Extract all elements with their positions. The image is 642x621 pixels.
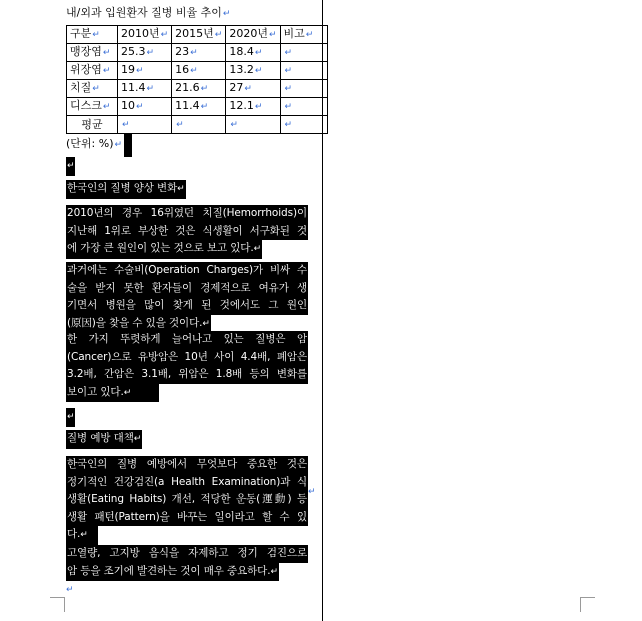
document-title[interactable]: 내/외과 입원환자 질병 비율 추이↵ <box>66 6 231 19</box>
table-cell[interactable]: 구분↵ <box>67 26 118 44</box>
table-cell[interactable]: 평균 <box>67 116 118 134</box>
table-cell[interactable]: 18.4↵ <box>226 44 280 62</box>
table-cell[interactable]: ↵ <box>118 116 172 134</box>
table-cell[interactable]: 치질↵ <box>67 80 118 98</box>
table-cell[interactable]: 12.1↵ <box>226 98 280 116</box>
page-corner-mark-right <box>580 597 595 612</box>
table-row <box>67 62 328 80</box>
table-cell[interactable]: 19↵ <box>118 62 172 80</box>
text-cursor <box>124 133 132 157</box>
paragraph-1[interactable]: 2010년의 경우 16위였던 치질(Hemorrhoids)이 지난해 1위로 부상한 것은 식생활이 서구화된 것 에 가장 큰 원인이 있는 것으로 보고 있다.↵ <box>66 205 306 259</box>
table-cell[interactable]: 비고↵ <box>280 26 327 44</box>
table-cell[interactable]: 맹장염↵ <box>67 44 118 62</box>
table-cell[interactable]: ↵ <box>280 62 327 80</box>
table-cell[interactable]: 2020년↵ <box>226 26 280 44</box>
paragraph-mark: ↵ <box>308 487 316 497</box>
page-corner-mark-left <box>50 597 65 612</box>
table-row <box>67 98 328 116</box>
table-cell[interactable]: ↵ <box>280 44 327 62</box>
table-cell[interactable]: 27↵ <box>226 80 280 98</box>
table-cell[interactable]: 디스크↵ <box>67 98 118 116</box>
table-row-average <box>67 116 328 134</box>
table-cell[interactable]: 2015년↵ <box>172 26 226 44</box>
selected-empty-line[interactable]: ↵ <box>66 157 306 176</box>
unit-note[interactable]: (단위: %)↵ <box>66 133 132 157</box>
selected-empty-line[interactable]: ↵ <box>66 408 306 427</box>
disease-ratio-table[interactable] <box>66 25 328 134</box>
table-cell[interactable]: 11.4↵ <box>118 80 172 98</box>
table-cell[interactable]: 2010년↵ <box>118 26 172 44</box>
next-page-area[interactable] <box>323 0 642 621</box>
table-cell[interactable]: 23↵ <box>172 44 226 62</box>
table-row <box>67 80 328 98</box>
table-row <box>67 44 328 62</box>
table-cell[interactable]: 13.2↵ <box>226 62 280 80</box>
paragraph-5[interactable]: 고열량, 고지방 음식을 자제하고 정기 검진으로 암 등을 조기에 발견하는 것이 매우 중요하다.↵ <box>66 545 306 581</box>
table-cell[interactable]: 위장염↵ <box>67 62 118 80</box>
table-cell[interactable]: ↵ <box>280 98 327 116</box>
section-heading-1[interactable]: 한국인의 질병 양상 변화↵ <box>66 180 306 199</box>
table-cell[interactable]: 16↵ <box>172 62 226 80</box>
table-cell[interactable]: 11.4↵ <box>172 98 226 116</box>
table-cell[interactable]: ↵ <box>226 116 280 134</box>
table-cell[interactable]: ↵ <box>280 116 327 134</box>
table-cell[interactable]: 10↵ <box>118 98 172 116</box>
table-cell[interactable]: 25.3↵ <box>118 44 172 62</box>
table-cell[interactable]: ↵ <box>172 116 226 134</box>
table-cell[interactable]: ↵ <box>280 80 327 98</box>
paragraph-mark: ↵ <box>222 9 231 19</box>
table-header-row <box>67 26 328 44</box>
paragraph-2[interactable]: 과거에는 수술비(Operation Charges)가 비싸 수 술을 받지 못한 환자들이 경제적으로 여유가 생 기면서 병원을 많이 찾게 된 것에서도 그 원인 (原因)을 찾을 수 있을 것이다.↵ <box>66 262 306 333</box>
table-cell[interactable]: 21.6↵ <box>172 80 226 98</box>
paragraph-4[interactable]: 한국인의 질병 예방에서 무엇보다 중요한 것은 정기적인 건강검진(a Health Examination)과 식 생활(Eating Habits) 개선, 적당한 운동(運動) 등 생활 패턴(Pattern)을 바꾸는 일이라고 할 수 있 다.↵ <box>66 456 306 545</box>
paragraph-3[interactable]: 한 가지 뚜렷하게 늘어나고 있는 질병은 암 (Cancer)으로 유방암은 10년 사이 4.4배, 폐암은 3.2배, 간암은 3.1배, 위암은 1.8배 등의 변화를 보이고 있다.↵ <box>66 331 306 402</box>
paragraph-mark: ↵ <box>66 585 74 595</box>
section-heading-2[interactable]: 질병 예방 대책↵ <box>66 430 306 449</box>
